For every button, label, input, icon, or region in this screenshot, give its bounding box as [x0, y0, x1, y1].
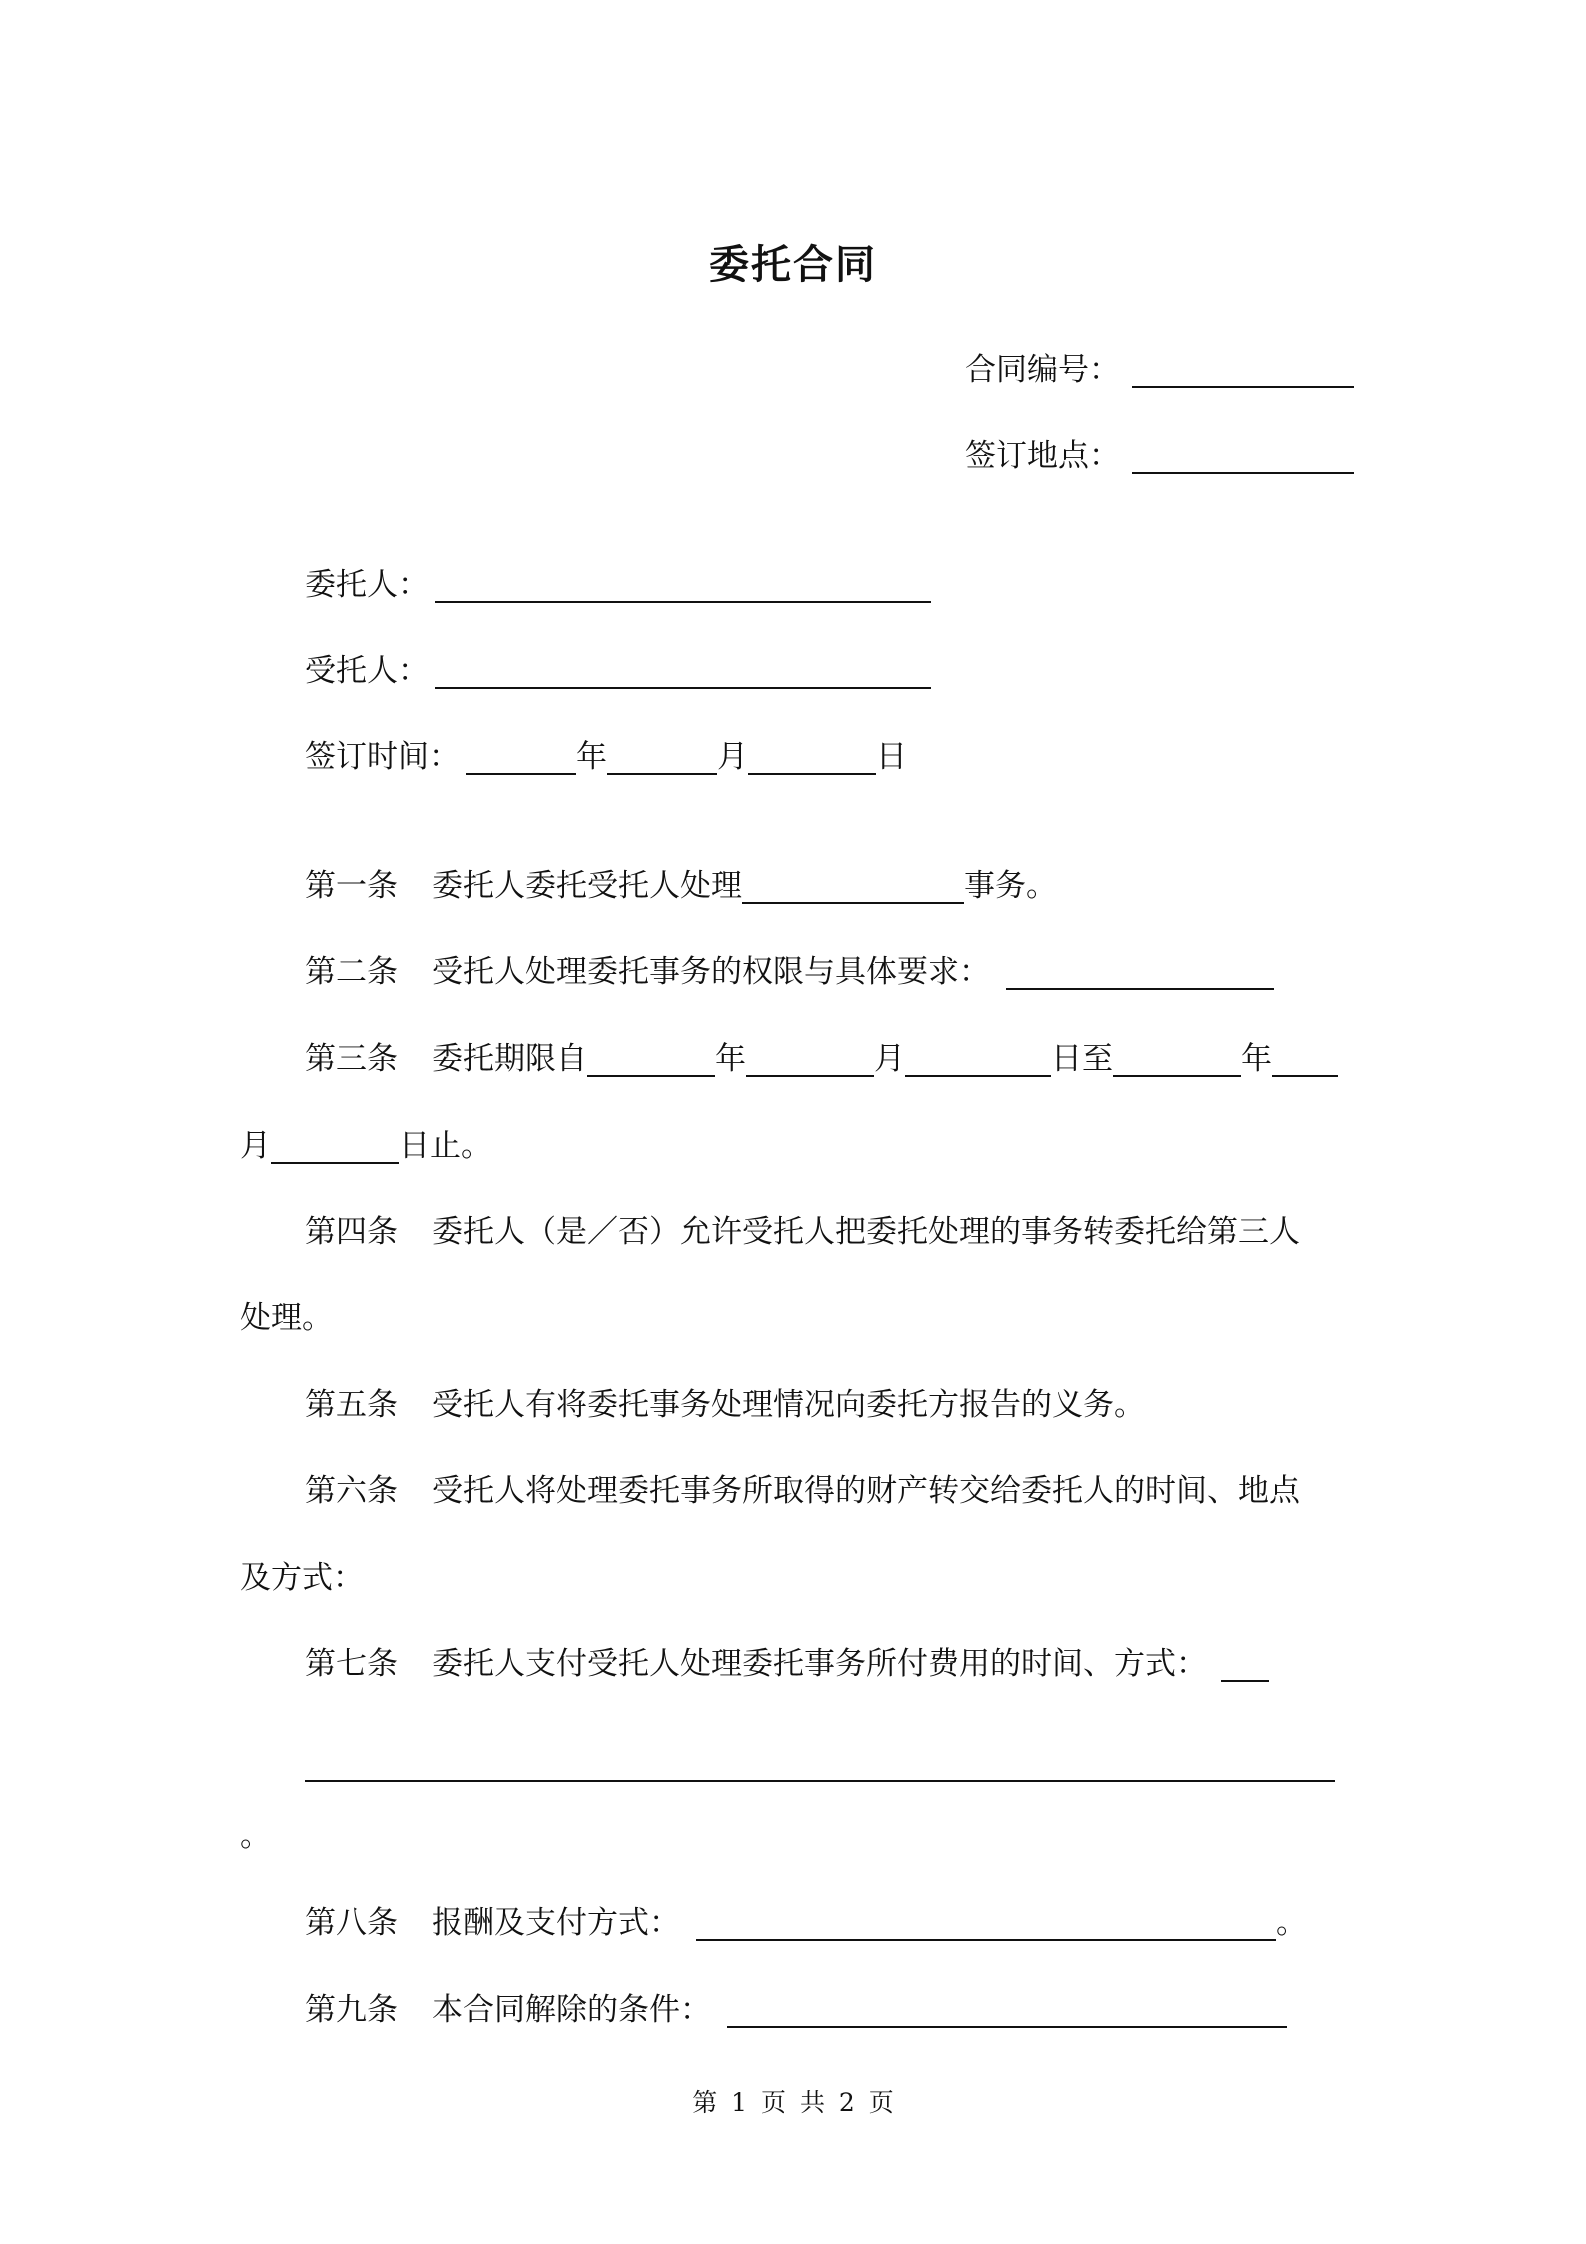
article-4-continuation: 处理。: [240, 1300, 333, 1336]
article-8-blank[interactable]: [696, 1909, 1276, 1941]
page-footer: 第 1 页 共 2 页: [692, 2088, 894, 2117]
article-7-end: 。: [240, 1818, 271, 1854]
sign-time-label: 签订时间：: [305, 739, 460, 775]
contract-number-field: [965, 350, 1354, 390]
article-number: 第六条: [305, 1473, 398, 1509]
sign-time-field: [305, 737, 907, 777]
article-number: 第五条: [305, 1387, 398, 1423]
contract-number-label: 合同编号：: [965, 352, 1120, 388]
article-8: [305, 1903, 1307, 1943]
article-text: 委托人支付受托人处理委托事务所付费用的时间、方式：: [432, 1646, 1207, 1682]
day-label: 日: [876, 739, 907, 775]
article-text: 受托人将处理委托事务所取得的财产转交给委托人的时间、地点: [432, 1473, 1300, 1509]
year-label-2: 年: [1241, 1041, 1272, 1077]
agent-field: [305, 651, 931, 691]
article-text: 受托人处理委托事务的权限与具体要求：: [432, 954, 990, 990]
contract-number-blank[interactable]: [1132, 356, 1354, 388]
month-label: 月: [874, 1041, 905, 1077]
article-1: [305, 866, 1057, 906]
a3-month-blank[interactable]: [746, 1045, 874, 1077]
a3-year-blank[interactable]: [587, 1045, 715, 1077]
client-field: [305, 565, 931, 605]
article-text: 委托人委托受托人处理: [432, 868, 742, 904]
a3-year2-blank[interactable]: [1113, 1045, 1241, 1077]
document-title: 委托合同: [709, 242, 877, 288]
month-label-2: 月: [240, 1128, 271, 1164]
article-number: 第七条: [305, 1646, 398, 1682]
a3-day-blank[interactable]: [905, 1045, 1051, 1077]
article-3: [305, 1039, 1338, 1079]
sign-year-blank[interactable]: [466, 743, 576, 775]
article-6-continuation: 及方式：: [240, 1560, 364, 1596]
client-blank[interactable]: [435, 571, 931, 603]
article-9-blank[interactable]: [727, 1996, 1287, 2028]
a3-day2-blank[interactable]: [271, 1132, 399, 1164]
sign-place-blank[interactable]: [1132, 442, 1354, 474]
article-2: [305, 952, 1274, 992]
year-label: 年: [715, 1041, 746, 1077]
article-text: 委托期限自: [432, 1041, 587, 1077]
article-3-continuation: [240, 1126, 492, 1166]
sign-month-blank[interactable]: [607, 743, 717, 775]
article-7-blank[interactable]: [1221, 1650, 1269, 1682]
a3-month2-blank[interactable]: [1272, 1045, 1338, 1077]
article-5: [305, 1385, 1145, 1425]
year-label: 年: [576, 739, 607, 775]
day-to-label: 日至: [1051, 1041, 1113, 1077]
article-1-blank[interactable]: [742, 872, 964, 904]
article-2-blank[interactable]: [1006, 958, 1274, 990]
agent-blank[interactable]: [435, 657, 931, 689]
client-label: 委托人：: [305, 567, 429, 603]
article-number: 第九条: [305, 1992, 398, 2028]
article-7: [305, 1644, 1269, 1684]
article-8-end: 。: [1276, 1905, 1307, 1941]
article-text: 本合同解除的条件：: [432, 1992, 711, 2028]
agent-label: 受托人：: [305, 653, 429, 689]
month-label: 月: [717, 739, 748, 775]
article-6: [305, 1471, 1300, 1511]
article-number: 第三条: [305, 1041, 398, 1077]
article-text: 委托人（是／否）允许受托人把委托处理的事务转委托给第三人: [432, 1214, 1300, 1250]
end-label: 日止。: [399, 1128, 492, 1164]
article-text: 报酬及支付方式：: [432, 1905, 680, 1941]
article-number: 第八条: [305, 1905, 398, 1941]
article-text-tail: 事务。: [964, 868, 1057, 904]
article-number: 第一条: [305, 868, 398, 904]
article-9: [305, 1990, 1287, 2030]
article-number: 第二条: [305, 954, 398, 990]
article-text: 受托人有将委托事务处理情况向委托方报告的义务。: [432, 1387, 1145, 1423]
article-number: 第四条: [305, 1214, 398, 1250]
sign-day-blank[interactable]: [748, 743, 876, 775]
sign-place-field: [965, 436, 1354, 476]
sign-place-label: 签订地点：: [965, 438, 1120, 474]
article-7-blank-line[interactable]: [305, 1750, 1335, 1782]
article-4: [305, 1212, 1300, 1252]
